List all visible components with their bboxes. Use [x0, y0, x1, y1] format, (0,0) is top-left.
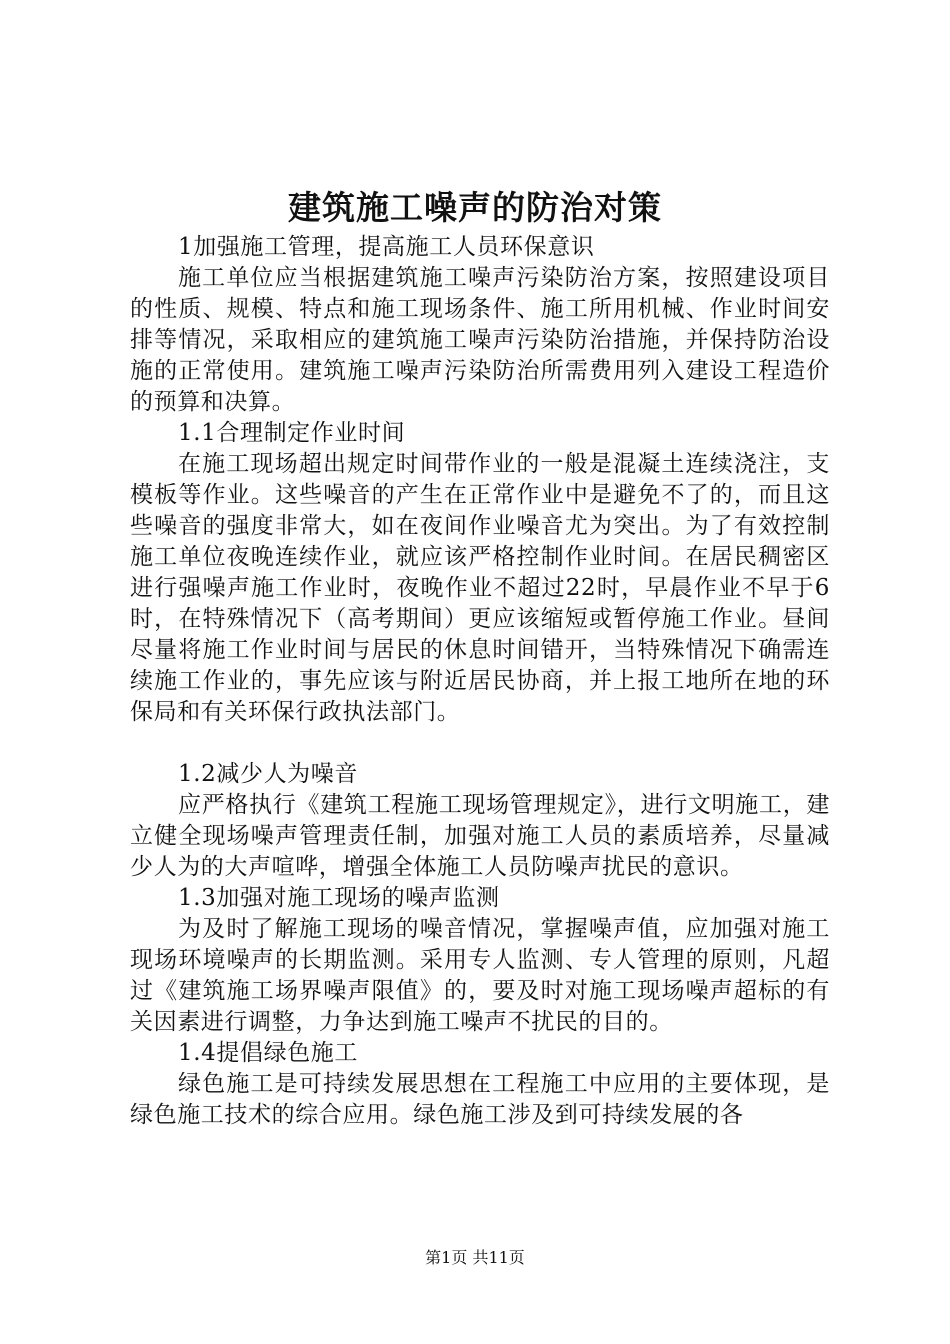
- document-body: [130, 232, 830, 1131]
- document-title: 建筑施工噪声的防治对策: [288, 188, 662, 227]
- section-paragraph-1-1: 在施工现场超出规定时间带作业的一般是混凝土连续浇注，支模板等作业。这些噪音的产生在正常作业中是避免不了的，而且这些噪音的强度非常大，如在夜间作业噪音尤为突出。为了有效控制施工单位夜晚连续作业，就应该严格控制作业时间。在居民稠密区进行强噪声施工作业时，夜晚作业不超过22时，早晨作业不早于6时，在特殊情况下（高考期间）更应该缩短或暂停施工作业。昼间尽量将施工作业时间与居民的休息时间错开，当特殊情况下确需连续施工作业的，事先应该与附近居民协商，并上报工地所在地的环保局和有关环保行政执法部门。: [130, 451, 830, 725]
- page-footer: 第1页 共11页: [425, 1248, 525, 1267]
- section-heading-1-1: 1.1合理制定作业时间: [178, 420, 406, 446]
- section-paragraph-1: 施工单位应当根据建筑施工噪声污染防治方案，按照建设项目的性质、规模、特点和施工现场条件、施工所用机械、作业时间安排等情况，采取相应的建筑施工噪声污染防治措施，并保持防治设施的正常使用。建筑施工噪声污染防治所需费用列入建设工程造价的预算和决算。: [130, 265, 830, 415]
- section-paragraph-1-2: 应严格执行《建筑工程施工现场管理规定》，进行文明施工，建立健全现场噪声管理责任制，加强对施工人员的素质培养，尽量减少人为的大声喧哗，增强全体施工人员防噪声扰民的意识。: [130, 792, 830, 880]
- section-paragraph-1-4: 绿色施工是可持续发展思想在工程施工中应用的主要体现，是绿色施工技术的综合应用。绿色施工涉及到可持续发展的各: [130, 1071, 830, 1128]
- section-paragraph-1-3: 为及时了解施工现场的噪音情况，掌握噪声值，应加强对施工现场环境噪声的长期监测。采用专人监测、专人管理的原则，凡超过《建筑施工场界噪声限值》的，要及时对施工现场噪声超标的有关因素进行调整，力争达到施工噪声不扰民的目的。: [130, 916, 830, 1035]
- section-heading-1-3: 1.3加强对施工现场的噪声监测: [178, 885, 500, 911]
- paragraph-spacer: [130, 728, 830, 759]
- section-heading-1-4: 1.4提倡绿色施工: [178, 1040, 358, 1066]
- section-heading-1-2: 1.2减少人为噪音: [178, 761, 358, 787]
- section-heading-1: 1加强施工管理，提高施工人员环保意识: [178, 234, 595, 260]
